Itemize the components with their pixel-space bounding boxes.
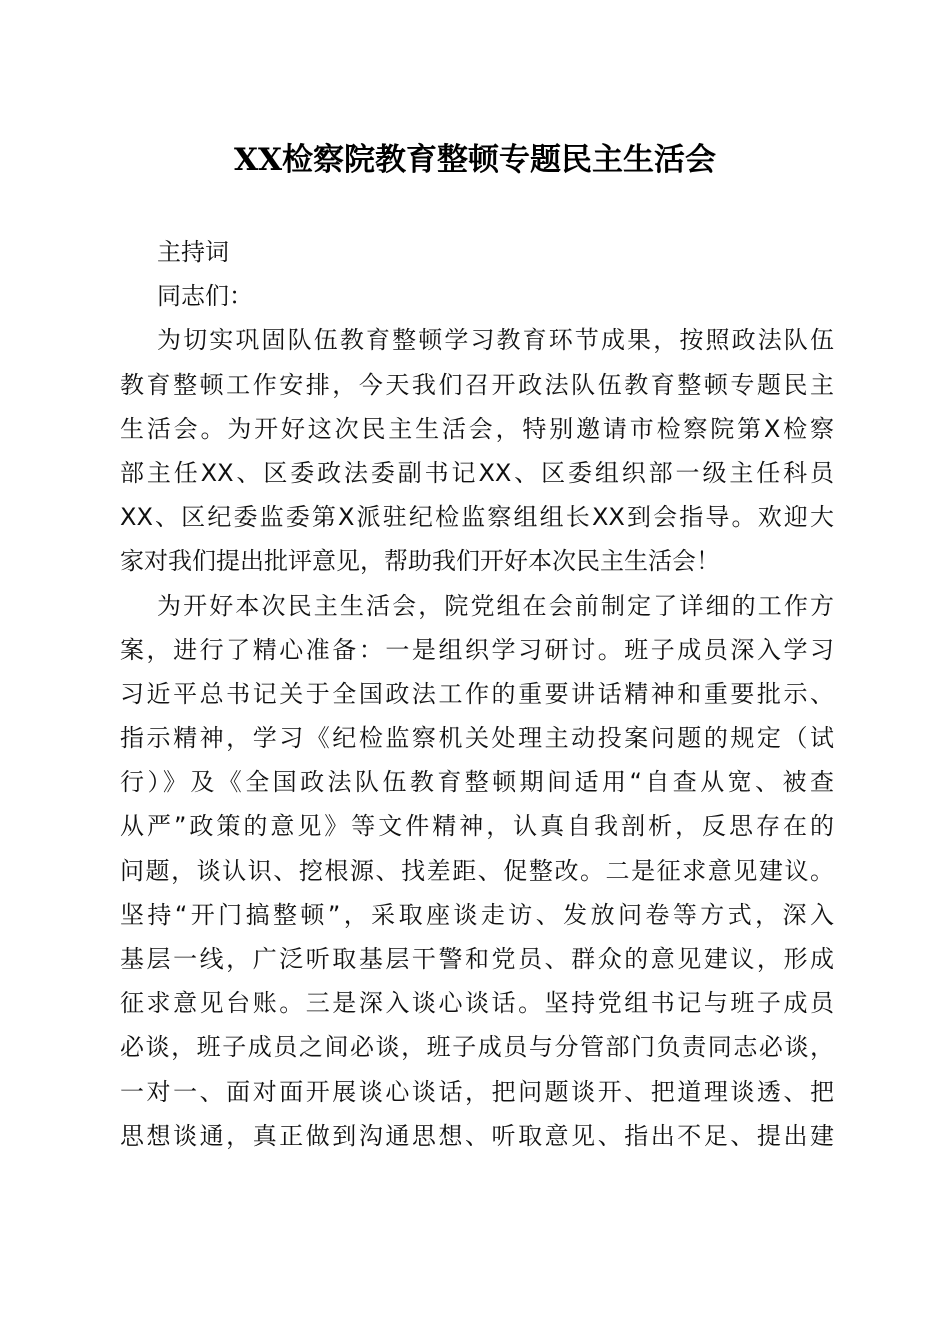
paragraph-line: 基层一线，广泛听取基层干警和党员、群众的意见建议，形成 xyxy=(120,945,834,973)
subtitle: 主持词 xyxy=(157,238,229,266)
paragraph-line: 从严”政策的意见》等文件精神，认真自我剖析，反思存在的 xyxy=(120,812,834,841)
paragraph-line: 案，进行了精心准备：一是组织学习研讨。班子成员深入学习 xyxy=(120,635,834,664)
document-title: XX检察院教育整顿专题民主生活会 xyxy=(233,142,717,178)
paragraph-line: 为切实巩固队伍教育整顿学习教育环节成果，按照政法队伍 xyxy=(157,326,834,355)
paragraph-2 xyxy=(120,584,834,1158)
paragraph-line: 家对我们提出批评意见，帮助我们开好本次民主生活会！ xyxy=(120,547,720,576)
paragraph-line: 指示精神，学习《纪检监察机关处理主动投案问题的规定（试 xyxy=(120,724,834,753)
paragraph-line: 行）》及《全国政法队伍教育整顿期间适用“自查从宽、被查 xyxy=(120,768,834,797)
paragraph-line: 坚持“开门搞整顿”，采取座谈走访、发放问卷等方式，深入 xyxy=(120,900,834,929)
paragraph-line: 教育整顿工作安排，今天我们召开政法队伍教育整顿专题民主 xyxy=(120,370,834,399)
paragraph-1 xyxy=(120,318,834,583)
paragraph-line: 问题，谈认识、挖根源、找差距、促整改。二是征求意见建议。 xyxy=(120,856,834,885)
paragraph-line: 部主任XX、区委政法委副书记XX、区委组织部一级主任科员 xyxy=(120,458,834,487)
paragraph-line: 思想谈通，真正做到沟通思想、听取意见、指出不足、提出建 xyxy=(120,1121,834,1150)
paragraph-line: 为开好本次民主生活会，院党组在会前制定了详细的工作方 xyxy=(157,591,834,620)
paragraph-line: 必谈，班子成员之间必谈，班子成员与分管部门负责同志必谈， xyxy=(120,1033,834,1062)
paragraph-line: 生活会。为开好这次民主生活会，特别邀请市检察院第X检察 xyxy=(120,414,834,443)
paragraph-line: 习近平总书记关于全国政法工作的重要讲话精神和重要批示、 xyxy=(120,679,834,708)
paragraph-line: 一对一、面对面开展谈心谈话，把问题谈开、把道理谈透、把 xyxy=(120,1077,834,1106)
document-body xyxy=(120,230,834,1158)
paragraph-line: XX、区纪委监委第X派驻纪检监察组组长XX到会指导。欢迎大 xyxy=(120,503,834,532)
paragraph-line: 征求意见台账。三是深入谈心谈话。坚持党组书记与班子成员 xyxy=(120,989,834,1018)
salutation: 同志们： xyxy=(157,282,253,311)
